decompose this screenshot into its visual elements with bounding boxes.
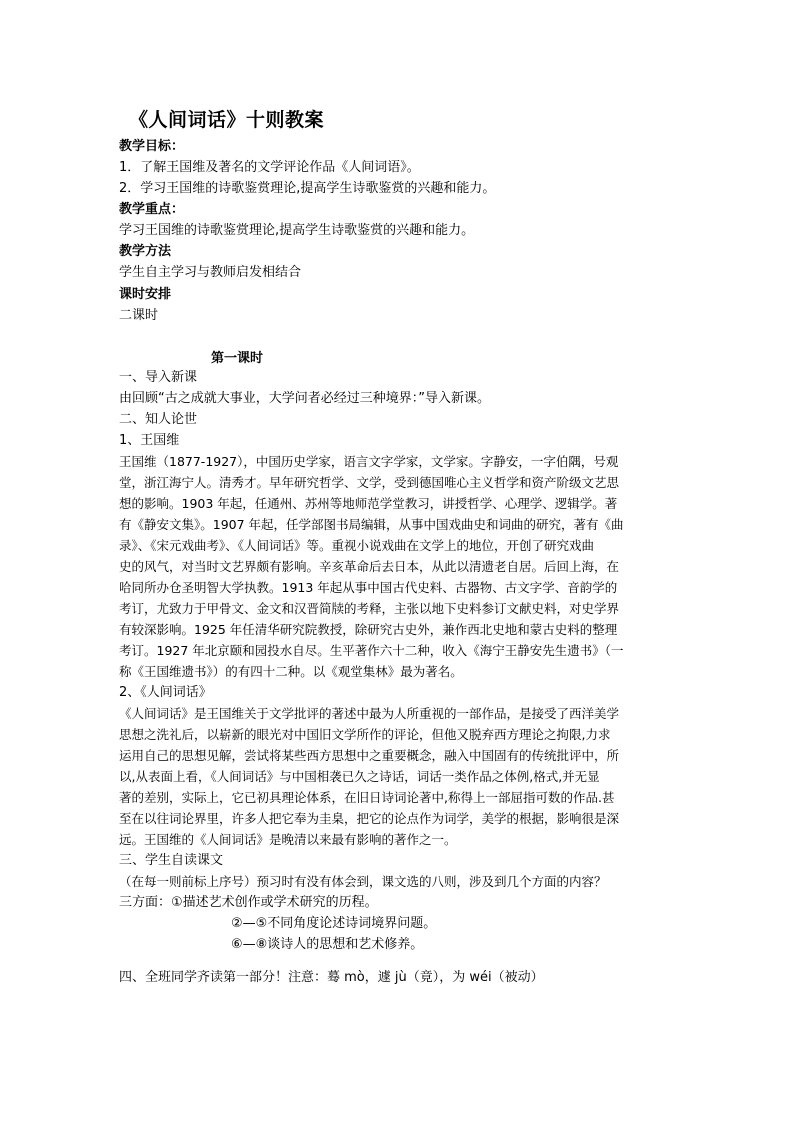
schedule-text: 二课时 <box>119 308 159 323</box>
bio-line: 王国维（1877-1927），中国历史学家，语言文字学家，文学家。字静安，一字伯隅，号观 <box>119 454 619 469</box>
document-title: 《人间词话》十则教案 <box>129 109 325 131</box>
lesson1-heading: 第一课时 <box>211 351 264 366</box>
section-1-title: 一、导入新课 <box>119 370 198 385</box>
bio-line: 考订，尤致力于甲骨文、金文和汉晋简牍的考释，主张以地下史料参订文献史料，对史学界 <box>119 601 620 616</box>
work-line: 以,从表面上看，《人间词话》与中国相袭已久之诗话，词话一类作品之体例,格式,并无显 <box>119 769 600 784</box>
section-3-line-2: 三方面：①描述艺术创作或学术研究的历程。 <box>119 895 378 910</box>
bio-line: 史的风气，对当时文艺界颇有影响。辛亥革命后去日本，从此以清遗老自居。后回上海，在 <box>119 559 620 574</box>
section-3-line-4: ⑥—⑧谈诗人的思想和艺术修养。 <box>231 937 424 952</box>
work-line: 《人间词话》是王国维关于文学批评的著述中最为人所重视的一部作品，是接受了西洋美学 <box>119 706 620 721</box>
bio-line: 想的影响。1903 年起，任通州、苏州等地师范学堂教习，讲授哲学、心理学、逻辑学。著 <box>119 496 618 511</box>
section-3-title: 三、学生自读课文 <box>119 853 224 868</box>
section-1-text: 由回顾“古之成就大事业，大学问者必经过三种境界：”导入新课。 <box>119 391 490 406</box>
bio-line: 称《王国维遗书》）的有四十二种。以《观堂集林》最为著名。 <box>119 664 463 679</box>
section-2-title: 二、知人论世 <box>119 412 198 427</box>
section-3-line-1: （在每一则前标上序号）预习时有没有体会到，课文选的八则，涉及到几个方面的内容？ <box>119 874 607 889</box>
bio-line: 有《静安文集》。1907 年起，任学部图书局编辑，从事中国戏曲史和词曲的研究，著有《曲 <box>119 517 624 532</box>
section-4-line: 四、全班同学齐读第一部分！注意：蓦 mò，遽 jù（竟），为 wéi（被动） <box>119 970 544 985</box>
bio-line: 哈同所办仓圣明智大学执教。1913 年起从事中国古代史料、古器物、古文字学、音韵学的 <box>119 580 618 595</box>
subsection-1-title: 1、王国维 <box>119 433 180 448</box>
schedule-heading: 课时安排 <box>119 287 172 302</box>
bio-line: 有较深影响。1925 年任清华研究院教授，除研究古史外，兼作西北史地和蒙古史料的整理 <box>119 622 618 637</box>
method-text: 学生自主学习与教师启发相结合 <box>119 265 302 280</box>
objective-item-1: 1．了解王国维及著名的文学评论作品《人间词语》。 <box>119 160 420 175</box>
bio-line: 考订。1927 年北京颐和园投水自尽。生平著作六十二种，收入《海宁王静安先生遗书》（一 <box>119 643 624 658</box>
bio-line: 录》、《宋元戏曲考》、《人间词话》等。重视小说戏曲在文学上的地位，开创了研究戏曲 <box>119 538 595 553</box>
work-line: 思想之洗礼后，以崭新的眼光对中国旧文学所作的评论，但他又脱弃西方理论之拘限,力求 <box>119 727 611 742</box>
key-points-heading: 教学重点： <box>119 202 185 217</box>
method-heading: 教学方法 <box>119 244 172 259</box>
work-line: 运用自己的思想见解，尝试将某些西方思想中之重要概念，融入中国固有的传统批评中，所 <box>119 748 620 763</box>
section-3-line-3: ②—⑤不同角度论述诗词境界问题。 <box>231 916 437 931</box>
bio-line: 堂，浙江海宁人。清秀才。早年研究哲学、文学，受到德国唯心主义哲学和资产阶级文艺思 <box>119 475 620 490</box>
subsection-2-title: 2、《人间词话》 <box>119 685 212 700</box>
work-line: 远。王国维的《人间词话》是晚清以来最有影响的著作之一。 <box>119 832 457 847</box>
work-line: 至在以往词论界里，许多人把它奉为圭臬，把它的论点作为词学，美学的根据，影响很是深 <box>119 811 620 826</box>
work-line: 著的差别，实际上，它已初具理论体系，在旧日诗词论著中,称得上一部屈指可数的作品.甚 <box>119 790 615 805</box>
objective-item-2: 2．学习王国维的诗歌鉴赏理论,提高学生诗歌鉴赏的兴趣和能力。 <box>119 181 496 196</box>
objectives-heading: 教学目标： <box>119 139 185 154</box>
key-points-text: 学习王国维的诗歌鉴赏理论,提高学生诗歌鉴赏的兴趣和能力。 <box>119 223 475 238</box>
